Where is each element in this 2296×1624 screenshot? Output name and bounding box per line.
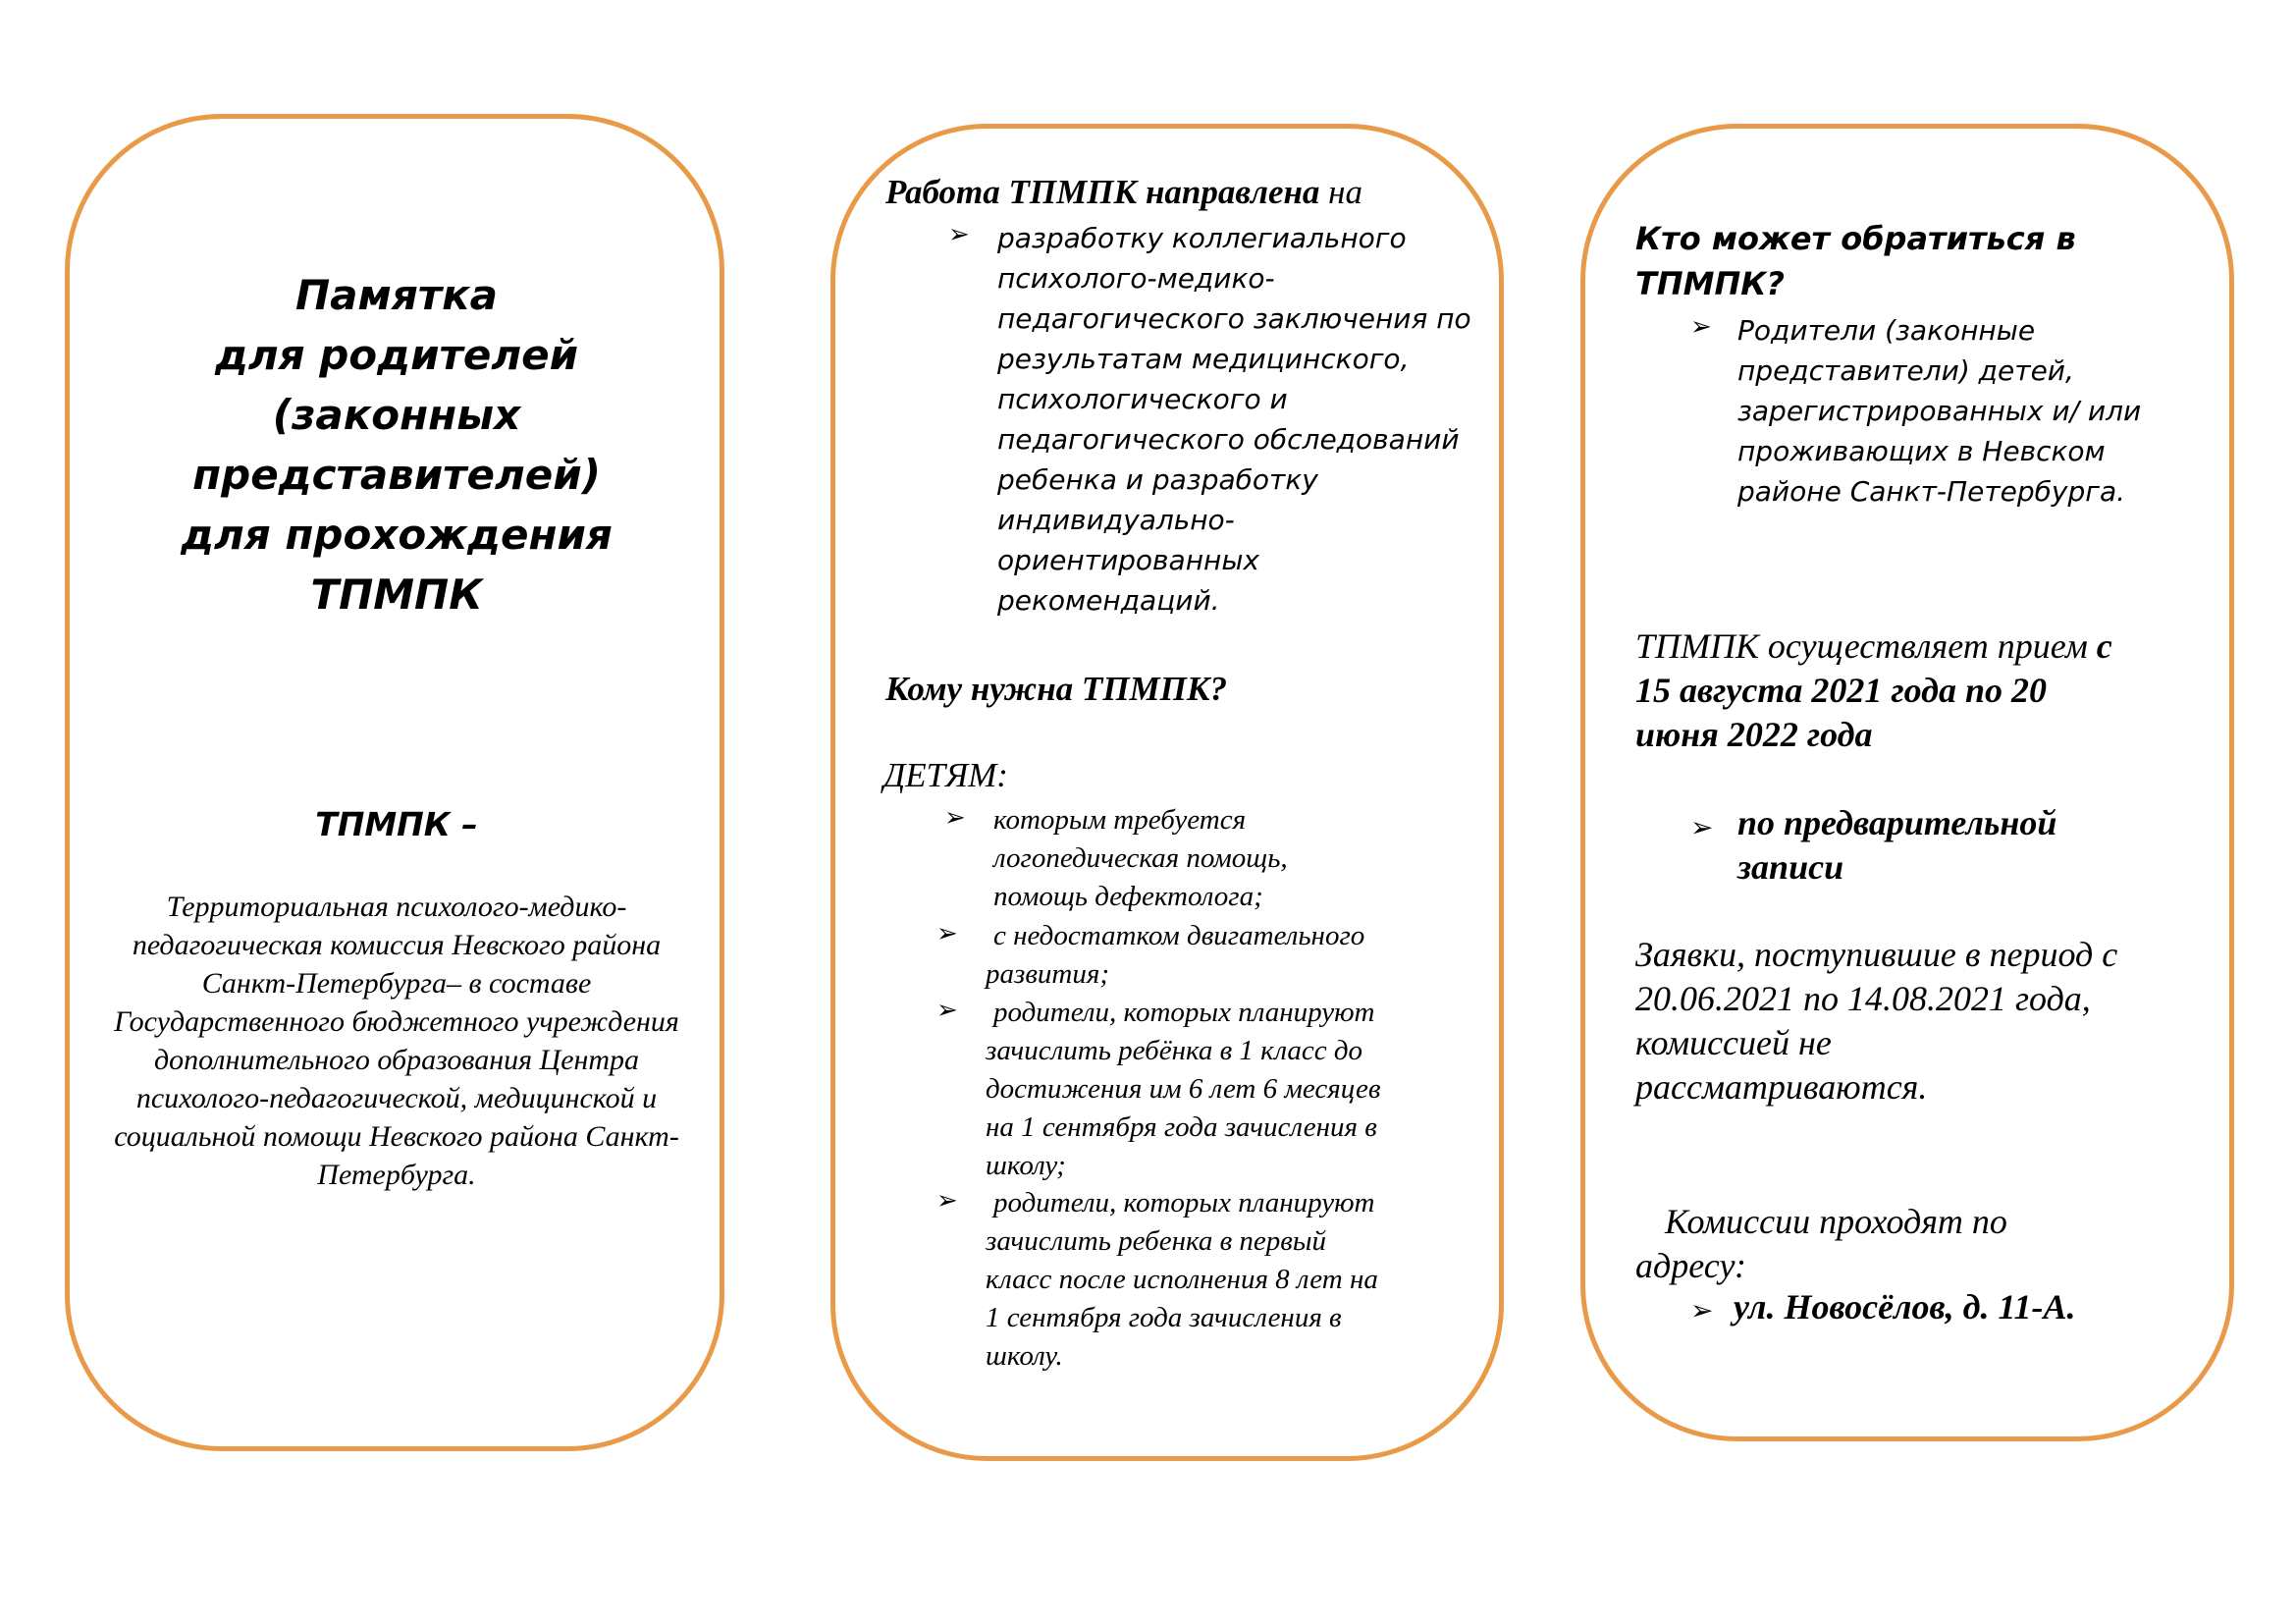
children-item-line: 1 сентября года зачисления в [986,1302,1342,1333]
who-can-item-line: районе Санкт-Петербурга. [1737,475,2126,508]
address: ул. Новосёлов, д. 11-А. [1734,1287,2076,1326]
work-heading-rest: на [1328,173,1363,211]
who-needs-heading: Кому нужна ТПМПК? [885,670,1228,708]
title-line: (законных [272,391,521,439]
who-can-item-line: зарегистрированных и/ или [1737,395,2142,427]
children-item-line: с недостатком двигательного [993,920,1365,951]
work-item-line: ориентированных [997,544,1259,576]
reception-dates-line: 15 августа 2021 года по 20 [1635,671,2048,710]
applications-line: рассматриваются. [1635,1067,1928,1107]
arrow-bullet-icon: ➢ [1690,312,1712,342]
who-can-heading-line: ТПМПК? [1635,265,1785,302]
page-title [118,265,675,624]
work-item-line: психологического и [997,383,1288,415]
arrow-bullet-icon: ➢ [1690,811,1714,843]
children-item-line: помощь дефектолога; [993,881,1263,912]
children-item [993,801,1288,916]
work-item [997,218,1471,621]
children-item-line: логопедическая помощь, [993,842,1288,874]
who-can-item-line: Родители (законные [1737,314,2036,347]
children-item-line: школу; [986,1150,1066,1181]
applications-note [1635,933,2117,1110]
reception-from: с [2096,626,2112,666]
title-line: Памятка [295,271,498,319]
who-can-heading [1635,216,2076,306]
children-item [986,917,1364,994]
work-item-line: рекомендаций. [997,584,1220,617]
commissions-note [1635,1200,2007,1288]
children-label: ДЕТЯМ: [883,756,1008,794]
children-item-line: школу. [986,1340,1063,1372]
work-item-line: индивидуально- [997,504,1235,536]
work-item-line: педагогического заключения по [997,302,1471,335]
work-item-line: психолого-медико- [997,262,1275,295]
applications-line: комиссией не [1635,1023,1832,1062]
arrow-bullet-icon: ➢ [1690,1294,1714,1326]
tpmpk-heading: ТПМПК – [315,805,478,843]
title-line: представителей) [192,451,601,499]
arrow-bullet-icon: ➢ [948,220,970,249]
appointment-line: по предварительной [1737,803,2057,842]
title-line: для родителей [214,331,579,379]
who-can-heading-line: Кто может обратиться в [1635,220,2076,257]
reception-dates-line: июня 2022 года [1635,715,1873,754]
arrow-bullet-icon: ➢ [944,803,966,833]
who-can-item [1737,310,2141,512]
tpmpk-description: Территориальная психолого-медико-педагогическая комиссия Невского района Санкт-Петербурга– в составе Государственного бюджетного учреждения дополнительного образования Центра психолого-педагогической, медицинской и социальной помощи Невского района Санкт-Петербурга. [114,891,679,1191]
applications-line: Заявки, поступившие в период с [1635,935,2118,974]
children-item-line: зачислить ребёнка в 1 класс до [986,1035,1362,1066]
who-can-item-line: проживающих в Невском [1737,435,2106,467]
reception-line [1635,624,2112,669]
work-item-line: ребенка и разработку [997,463,1318,496]
children-item [986,1184,1378,1376]
children-item-line: на 1 сентября года зачисления в [986,1111,1377,1143]
who-can-item-line: представители) детей, [1737,354,2074,387]
children-item-line: класс после исполнения 8 лет на [986,1264,1378,1295]
appointment-note [1737,801,2056,890]
title-line: для прохождения [181,511,613,559]
children-item-line: развития; [986,958,1109,990]
children-item-line: родители, которых планируют [993,997,1375,1028]
title-line: ТПМПК [310,570,483,619]
arrow-bullet-icon: ➢ [936,919,958,948]
reception-prefix: ТПМПК осуществляет прием [1635,626,2088,666]
work-item-line: педагогического обследований [997,423,1460,456]
arrow-bullet-icon: ➢ [936,1186,958,1216]
work-heading [885,173,1362,212]
appointment-line: записи [1737,847,1844,887]
reception-block [1635,624,2112,757]
children-item-line: которым требуется [993,804,1247,836]
children-item-line: достижения им 6 лет 6 месяцев [986,1073,1381,1105]
arrow-bullet-icon: ➢ [936,996,958,1025]
work-item-line: разработку коллегиального [997,222,1407,254]
children-item-line: зачислить ребенка в первый [986,1225,1327,1257]
children-item-line: родители, которых планируют [993,1187,1375,1218]
commissions-line: Комиссии проходят по [1665,1202,2007,1241]
children-item [986,994,1380,1185]
commissions-line: адресу: [1635,1246,1746,1285]
work-item-line: результатам медицинского, [997,343,1410,375]
work-heading-bold: Работа ТПМПК направлена [885,173,1320,211]
applications-line: 20.06.2021 по 14.08.2021 года, [1635,979,2091,1018]
